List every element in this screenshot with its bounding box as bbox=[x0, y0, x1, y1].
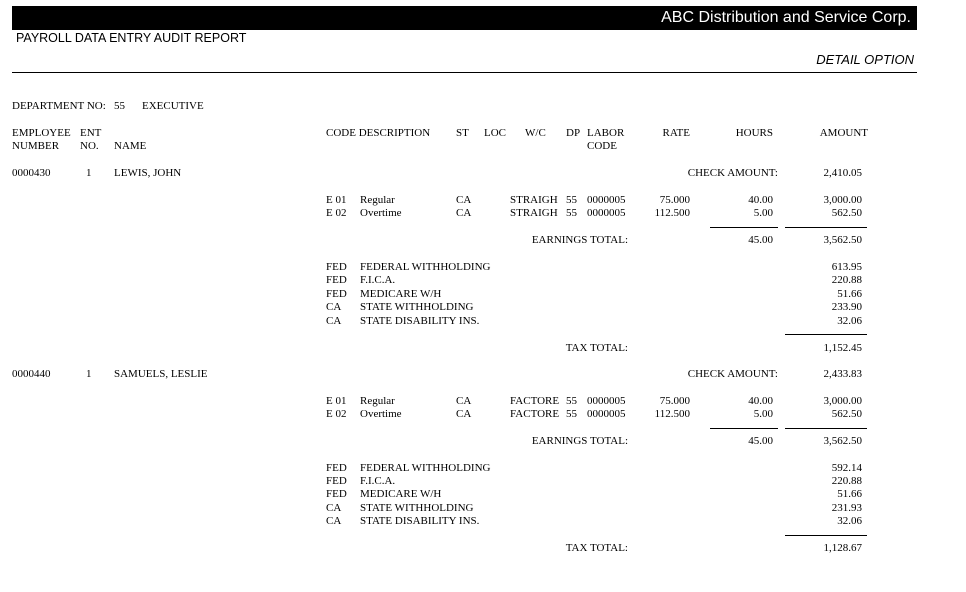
earning-wc: STRAIGH bbox=[510, 207, 558, 219]
col-code-description: CODE DESCRIPTION bbox=[326, 127, 431, 139]
tax-description: STATE DISABILITY INS. bbox=[360, 515, 480, 527]
earnings-total-amount: 3,562.50 bbox=[823, 435, 862, 447]
tax-code: CA bbox=[326, 502, 342, 514]
earning-rate: 112.500 bbox=[654, 207, 690, 219]
earning-labor-code: 0000005 bbox=[587, 408, 626, 420]
earning-code: E 01 bbox=[326, 395, 347, 407]
check-amount-label: CHECK AMOUNT: bbox=[687, 368, 778, 380]
tax-code: FED bbox=[326, 261, 347, 273]
tax-description: STATE DISABILITY INS. bbox=[360, 315, 480, 327]
tax-code: CA bbox=[326, 301, 342, 313]
tax-amount: 220.88 bbox=[831, 475, 862, 487]
earning-labor-code: 0000005 bbox=[587, 395, 626, 407]
hours-subtotal-rule bbox=[710, 227, 778, 228]
earning-amount: 3,000.00 bbox=[823, 395, 862, 407]
tax-code: FED bbox=[326, 462, 347, 474]
earning-hours: 40.00 bbox=[748, 194, 773, 206]
earning-amount: 3,000.00 bbox=[823, 194, 862, 206]
hours-subtotal-rule bbox=[710, 428, 778, 429]
earning-st: CA bbox=[456, 207, 472, 219]
earning-dp: 55 bbox=[566, 207, 577, 219]
tax-description: MEDICARE W/H bbox=[360, 288, 442, 300]
earning-description: Regular bbox=[360, 194, 395, 206]
tax-subtotal-rule bbox=[785, 334, 867, 335]
earning-rate: 75.000 bbox=[659, 395, 690, 407]
earning-labor-code: 0000005 bbox=[587, 207, 626, 219]
earning-hours: 5.00 bbox=[753, 207, 773, 219]
earning-amount: 562.50 bbox=[831, 207, 862, 219]
employee-ent: 1 bbox=[86, 167, 92, 179]
earnings-total-label: EARNINGS TOTAL: bbox=[531, 234, 628, 246]
amount-subtotal-rule bbox=[785, 227, 867, 228]
tax-amount: 51.66 bbox=[837, 488, 862, 500]
earning-hours: 40.00 bbox=[748, 395, 773, 407]
tax-code: CA bbox=[326, 515, 342, 527]
tax-description: MEDICARE W/H bbox=[360, 488, 442, 500]
earning-hours: 5.00 bbox=[753, 408, 773, 420]
tax-amount: 592.14 bbox=[831, 462, 862, 474]
tax-code: FED bbox=[326, 274, 347, 286]
earning-wc: FACTORE bbox=[510, 408, 560, 420]
employee-name: SAMUELS, LESLIE bbox=[114, 368, 208, 380]
tax-description: STATE WITHHOLDING bbox=[360, 301, 474, 313]
tax-description: F.I.C.A. bbox=[360, 274, 396, 286]
tax-code: FED bbox=[326, 488, 347, 500]
tax-amount: 233.90 bbox=[831, 301, 862, 313]
col-hours: HOURS bbox=[735, 127, 773, 139]
check-amount-label: CHECK AMOUNT: bbox=[687, 167, 778, 179]
earnings-total-label: EARNINGS TOTAL: bbox=[531, 435, 628, 447]
tax-total-label: TAX TOTAL: bbox=[565, 342, 628, 354]
employee-number: 0000440 bbox=[12, 368, 51, 380]
col-ent-line2: NO. bbox=[80, 140, 99, 152]
earning-dp: 55 bbox=[566, 408, 577, 420]
department-name: EXECUTIVE bbox=[142, 100, 204, 112]
company-name: ABC Distribution and Service Corp. bbox=[661, 9, 911, 26]
earnings-total-hours: 45.00 bbox=[748, 234, 773, 246]
company-banner bbox=[12, 6, 917, 30]
earning-code: E 02 bbox=[326, 207, 347, 219]
earning-st: CA bbox=[456, 408, 472, 420]
check-amount: 2,410.05 bbox=[823, 167, 862, 179]
col-labor-code-line1: LABOR bbox=[587, 127, 625, 139]
earning-rate: 75.000 bbox=[659, 194, 690, 206]
report-title: PAYROLL DATA ENTRY AUDIT REPORT bbox=[16, 31, 247, 45]
col-employee-number-line2: NUMBER bbox=[12, 140, 60, 152]
department-number: 55 bbox=[114, 100, 125, 112]
tax-amount: 51.66 bbox=[837, 288, 862, 300]
earning-labor-code: 0000005 bbox=[587, 194, 626, 206]
earning-dp: 55 bbox=[566, 194, 577, 206]
col-employee-number-line1: EMPLOYEE bbox=[12, 127, 71, 139]
earning-st: CA bbox=[456, 395, 472, 407]
tax-amount: 220.88 bbox=[831, 274, 862, 286]
earnings-total-amount: 3,562.50 bbox=[823, 234, 862, 246]
tax-amount: 231.93 bbox=[831, 502, 862, 514]
tax-code: FED bbox=[326, 288, 347, 300]
report-option: DETAIL OPTION bbox=[816, 52, 914, 67]
employee-ent: 1 bbox=[86, 368, 92, 380]
earning-amount: 562.50 bbox=[831, 408, 862, 420]
earning-dp: 55 bbox=[566, 395, 577, 407]
employee-number: 0000430 bbox=[12, 167, 51, 179]
earning-rate: 112.500 bbox=[654, 408, 690, 420]
earnings-total-hours: 45.00 bbox=[748, 435, 773, 447]
col-wc: W/C bbox=[525, 127, 546, 139]
tax-description: F.I.C.A. bbox=[360, 475, 396, 487]
tax-total-amount: 1,128.67 bbox=[823, 542, 862, 554]
tax-description: STATE WITHHOLDING bbox=[360, 502, 474, 514]
earning-code: E 02 bbox=[326, 408, 347, 420]
earning-wc: FACTORE bbox=[510, 395, 560, 407]
earning-description: Regular bbox=[360, 395, 395, 407]
col-name: NAME bbox=[114, 140, 147, 152]
check-amount: 2,433.83 bbox=[823, 368, 862, 380]
earning-description: Overtime bbox=[360, 408, 402, 420]
tax-subtotal-rule bbox=[785, 535, 867, 536]
earning-code: E 01 bbox=[326, 194, 347, 206]
tax-amount: 32.06 bbox=[837, 315, 862, 327]
tax-code: CA bbox=[326, 315, 342, 327]
earning-description: Overtime bbox=[360, 207, 402, 219]
col-st: ST bbox=[456, 127, 469, 139]
col-rate: RATE bbox=[662, 127, 690, 139]
earning-wc: STRAIGH bbox=[510, 194, 558, 206]
tax-description: FEDERAL WITHHOLDING bbox=[360, 261, 491, 273]
tax-code: FED bbox=[326, 475, 347, 487]
tax-total-amount: 1,152.45 bbox=[823, 342, 862, 354]
col-dp: DP bbox=[566, 127, 581, 139]
col-loc: LOC bbox=[484, 127, 506, 139]
department-label: DEPARTMENT NO: bbox=[12, 100, 106, 112]
tax-description: FEDERAL WITHHOLDING bbox=[360, 462, 491, 474]
col-ent-line1: ENT bbox=[80, 127, 102, 139]
tax-total-label: TAX TOTAL: bbox=[565, 542, 628, 554]
col-amount: AMOUNT bbox=[819, 127, 868, 139]
earning-st: CA bbox=[456, 194, 472, 206]
employee-name: LEWIS, JOHN bbox=[114, 167, 182, 179]
tax-amount: 613.95 bbox=[831, 261, 862, 273]
amount-subtotal-rule bbox=[785, 428, 867, 429]
header-divider bbox=[12, 72, 917, 73]
tax-amount: 32.06 bbox=[837, 515, 862, 527]
col-labor-code-line2: CODE bbox=[587, 140, 617, 152]
